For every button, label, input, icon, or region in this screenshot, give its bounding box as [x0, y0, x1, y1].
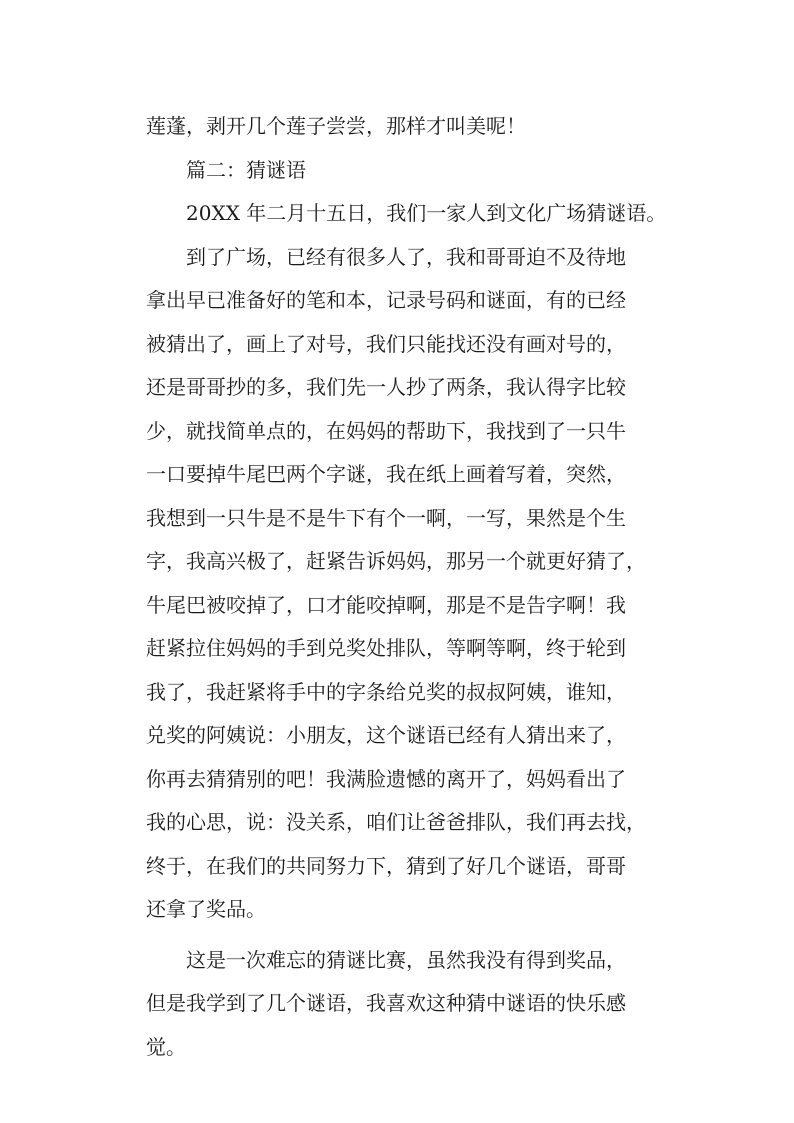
paragraph-line: 还拿了奖品。	[146, 897, 266, 921]
paragraph-line: 20XX 年二月十五日，我们一家人到文化广场猜谜语。	[186, 201, 667, 225]
paragraph-line: 被猜出了，画上了对号，我们只能找还没有画对号的，	[146, 331, 626, 356]
paragraph-line: 还是哥哥抄的多，我们先一人抄了两条，我认得字比较	[146, 375, 626, 399]
paragraph-line: 字，我高兴极了，赶紧告诉妈妈，那另一个就更好猜了，	[146, 549, 646, 573]
paragraph-line: 这是一次难忘的猜谜比赛，虽然我没有得到奖品，	[186, 947, 626, 972]
section-heading: 篇二：猜谜语	[186, 157, 306, 182]
paragraph-line: 拿出早已准备好的笔和本，记录号码和谜面，有的已经	[146, 288, 626, 312]
paragraph-line: 一口要掉牛尾巴两个字谜，我在纸上画着写着，突然，	[146, 462, 626, 486]
paragraph-line: 我了，我赶紧将手中的字条给兑奖的叔叔阿姨，谁知，	[146, 679, 626, 704]
paragraph-line: 少，就找简单点的，在妈妈的帮助下，我找到了一只牛	[146, 418, 626, 443]
paragraph-line: 终于，在我们的共同努力下，猜到了好几个谜语，哥哥	[146, 853, 626, 878]
paragraph-line: 兑奖的阿姨说：小朋友，这个谜语已经有人猜出来了，	[146, 723, 626, 747]
paragraph-line: 牛尾巴被咬掉了，口才能咬掉啊，那是不是告字啊！我	[146, 592, 626, 617]
essay-body	[146, 105, 676, 1069]
paragraph-line: 到了广场，已经有很多人了，我和哥哥迫不及待地	[186, 244, 626, 269]
paragraph-spacer	[146, 932, 676, 939]
paragraph-line: 但是我学到了几个谜语，我喜欢这种猜中谜语的快乐感	[146, 991, 626, 1015]
paragraph-line: 莲蓬，剥开几个莲子尝尝，那样才叫美呢！	[146, 114, 526, 138]
paragraph-line: 我想到一只牛是不是牛下有个一啊，一写，果然是个生	[146, 505, 626, 530]
paragraph-line: 赶紧拉住妈妈的手到兑奖处排队，等啊等啊，终于轮到	[146, 636, 626, 660]
paragraph-line: 觉。	[146, 1034, 186, 1059]
paragraph-line: 你再去猜猜别的吧！我满脸遗憾的离开了，妈妈看出了	[146, 766, 626, 791]
paragraph-line: 我的心思，说：没关系，咱们让爸爸排队，我们再去找，	[146, 810, 646, 834]
